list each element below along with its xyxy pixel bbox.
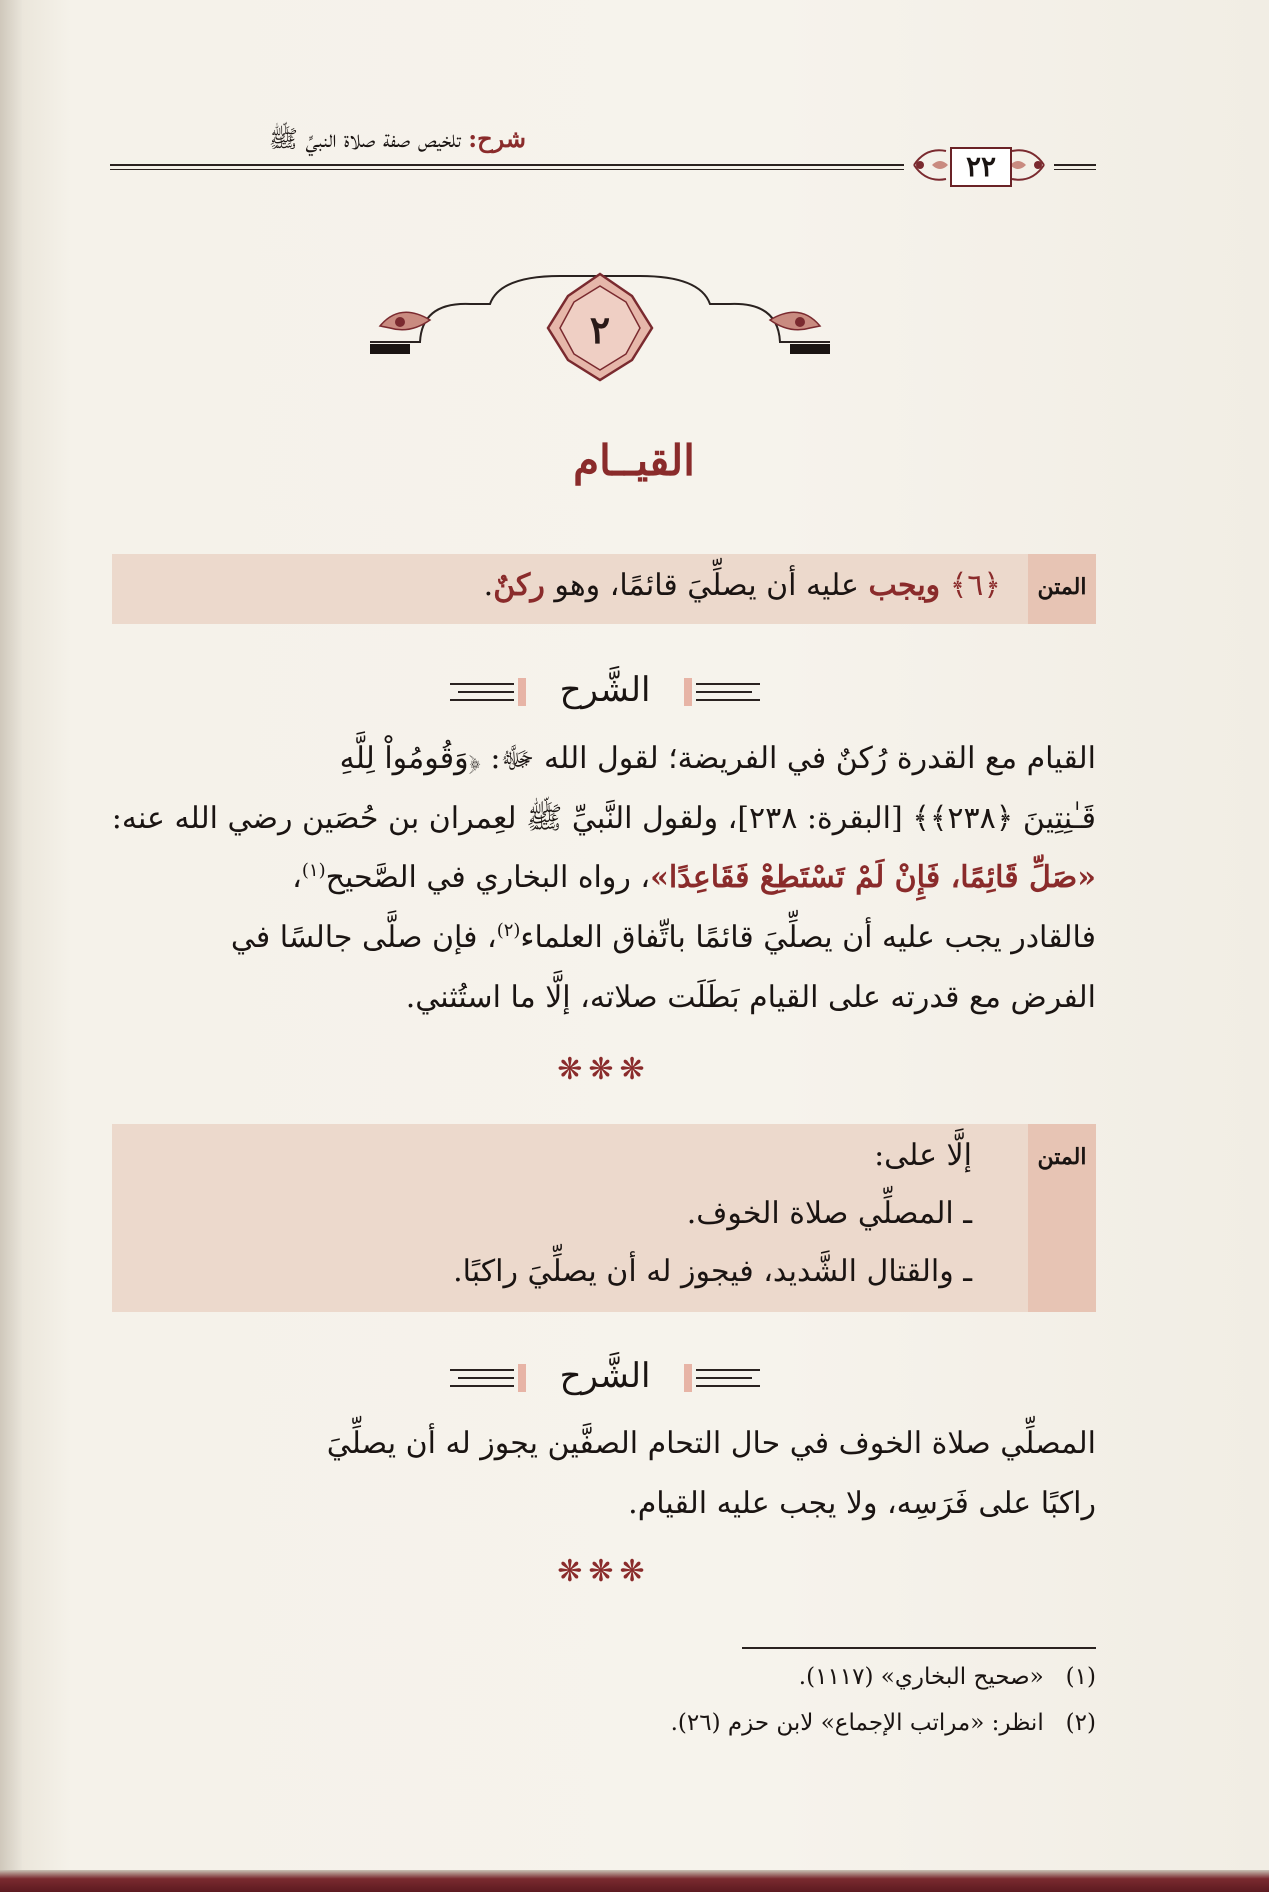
- matn-list-item: ـ المصلِّي صلاة الخوف.: [686, 1196, 972, 1231]
- matn-label: المتن: [1037, 574, 1087, 600]
- page-number: ٢٢: [950, 147, 1012, 187]
- footnote-text: «صحيح البخاري» (١١١٧).: [798, 1664, 1044, 1690]
- matn-list-item: ـ والقتال الشَّديد، فيجوز له أن يصلِّيَ راكبًا.: [453, 1254, 972, 1289]
- footnote-mark: (١): [1065, 1664, 1096, 1690]
- matn-keyword: ركنٌ: [493, 568, 545, 603]
- page-binding-edge: [0, 0, 22, 1870]
- sharh-title: الشَّرح: [559, 670, 651, 710]
- sharh-line: راكبًا على فَرَسِه، ولا يجب عليه القيام.: [628, 1486, 1096, 1521]
- book-cover-edge: [0, 1870, 1269, 1892]
- sharh-line: القيام مع القدرة رُكنٌ في الفريضة؛ لقول الله ﷻ: ﴿وَقُومُواْ لِلَّهِ: [339, 741, 1096, 776]
- chapter-number: ٢: [589, 307, 611, 352]
- running-title-text: تلخيص صفة صلاة النبيِّ ﷺ: [268, 125, 461, 153]
- footnote-text: انظر: «مراتب الإجماع» لابن حزم (٢٦).: [670, 1710, 1044, 1736]
- footnote-mark: (٢): [1065, 1710, 1096, 1736]
- hadith-quote: «صَلِّ قَائِمًا، فَإِنْ لَمْ تَسْتَطِعْ فَقَاعِدًا»: [650, 860, 1096, 895]
- matn-text: [484, 568, 1001, 603]
- matn-label: المتن: [1037, 1144, 1087, 1170]
- sharh-line: الفرض مع قدرته على القيام بَطَلَت صلاته، إلَّا ما استُثني.: [405, 980, 1096, 1015]
- section-separator: ❋❋❋: [557, 1052, 651, 1087]
- header-rule: [110, 164, 904, 166]
- header-rule: [110, 169, 904, 170]
- sharh-line: المصلِّي صلاة الخوف في حال التحام الصفَّين يجوز له أن يصلِّيَ: [326, 1426, 1096, 1461]
- sharh-text: فالقادر يجب عليه أن يصلِّيَ قائمًا باتِّفاق العلماء: [520, 920, 1096, 955]
- footnote-ref: (٢): [496, 920, 521, 941]
- footnote: [196, 1664, 1096, 1690]
- section-separator: ❋❋❋: [557, 1554, 651, 1589]
- matn-number: ﴿٦﴾: [949, 568, 1001, 603]
- chapter-title: القيــام: [573, 436, 695, 485]
- footnote-ref: (١): [301, 860, 326, 881]
- sharh-text: ،: [292, 860, 302, 895]
- running-title-label: شرح:: [468, 124, 526, 153]
- matn-body: عليه أن يصلِّيَ قائمًا، وهو: [554, 568, 859, 603]
- matn-punct: .: [483, 568, 494, 603]
- footnote: [196, 1710, 1096, 1736]
- header-rule: [1054, 169, 1096, 170]
- sharh-text: ، رواه البخاري في الصَّحيح: [325, 860, 651, 895]
- sharh-line: [112, 860, 1096, 895]
- sharh-title: الشَّرح: [559, 1356, 651, 1396]
- footnote-rule: [742, 1647, 1096, 1649]
- matn-intro: إلَّا على:: [874, 1138, 972, 1173]
- sharh-text: ، فإن صلَّى جالسًا في: [230, 920, 497, 955]
- matn-box: [112, 1124, 1096, 1312]
- matn-keyword: ويجب: [868, 568, 941, 603]
- header-rule: [1054, 164, 1096, 166]
- sharh-line: [112, 920, 1096, 955]
- matn-box: [112, 554, 1096, 624]
- sharh-line: قَـٰنِتِينَ ﴿٢٣٨﴾﴾ [البقرة: ٢٣٨]، ولقول النَّبيِّ ﷺ لعِمران بن حُصَين رضي الله عنه:: [111, 801, 1096, 836]
- running-title: [266, 124, 526, 159]
